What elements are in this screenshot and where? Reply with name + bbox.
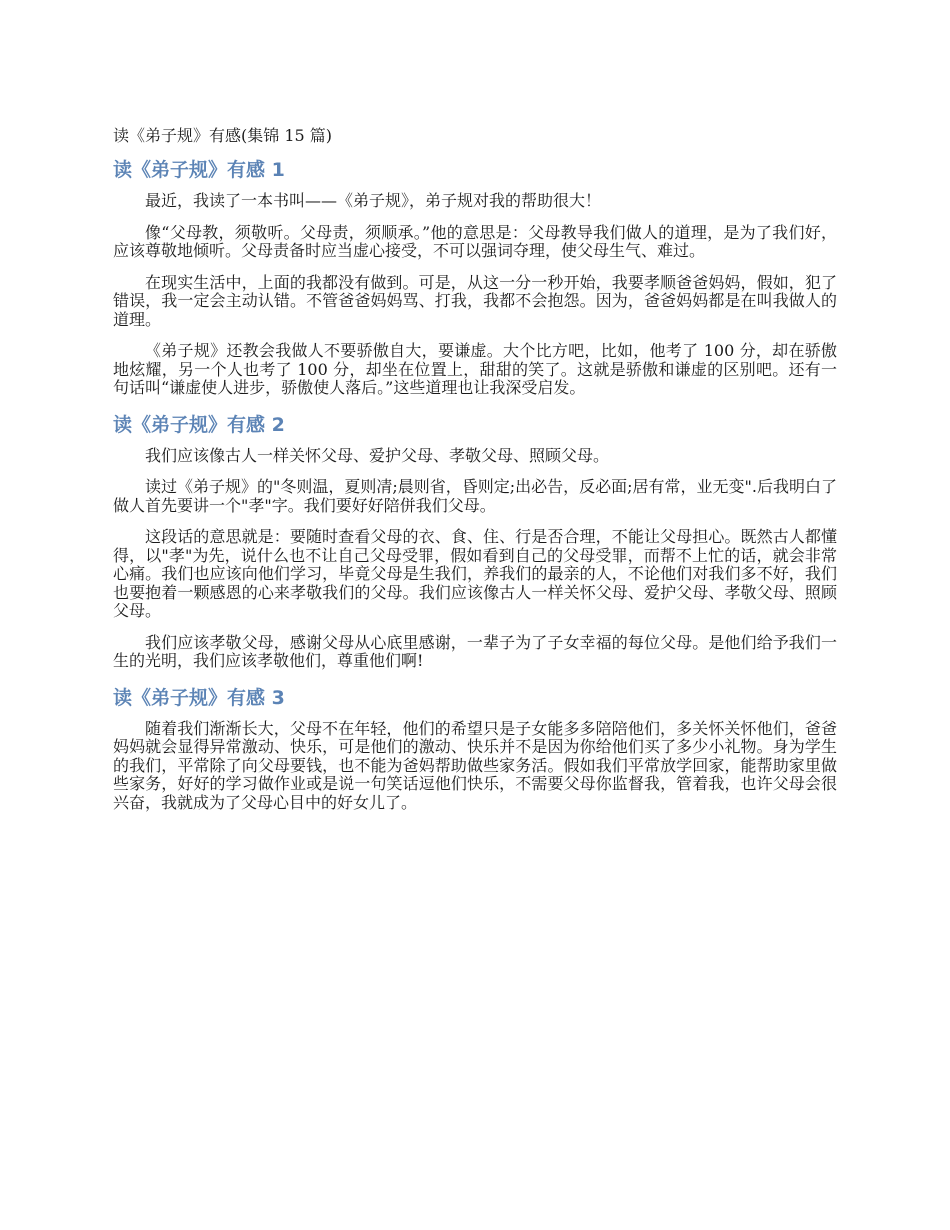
paragraph: 这段话的意思就是：要随时查看父母的衣、食、住、行是否合理，不能让父母担心。既然古人都懂得，以"孝"为先，说什么也不让自己父母受罪，假如看到自己的父母受罪，而帮不上忙的话，就会非常心痛。我们也应该向他们学习，毕竟父母是生我们，养我们的最亲的人，不论他们对我们多不好，我们也要抱着一颗感恩的心来孝敬我们的父母。我们应该像古人一样关怀父母、爱护父母、孝敬父母、照顾父母。 [113,527,837,620]
paragraph: 最近，我读了一本书叫——《弟子规》，弟子规对我的帮助很大！ [145,191,602,210]
paragraph: 我们应该像古人一样关怀父母、爱护父母、孝敬父母、照顾父母。 [145,445,610,465]
document-page [113,124,837,825]
section-heading: 读《弟子规》有感 3 [113,686,285,709]
paragraph: 随着我们渐渐长大，父母不在年轻，他们的希望只是子女能多多陪陪他们，多关怀关怀他们，爸爸妈妈就会显得异常激动、快乐，可是他们的激动、快乐并不是因为你给他们买了多少小礼物。身为学生的我们，平常除了向父母要钱，也不能为爸妈帮助做些家务活。假如我们平常放学回家，能帮助家里做些家务，好好的学习做作业或是说一句笑话逗他们快乐，不需要父母你监督我，管着我，也许父母会很兴奋，我就成为了父母心目中的好女儿了。 [113,718,837,812]
paragraph: 读过《弟子规》的"冬则温，夏则凊;晨则省，昏则定;出必告，反必面;居有常，业无变".后我明白了做人首先要讲一个"孝"字。我们要好好陪併我们父母。 [113,477,837,515]
section-heading: 读《弟子规》有感 2 [113,413,285,436]
section-heading: 读《弟子规》有感 1 [113,159,285,181]
paragraph: 在现实生活中，上面的我都没有做到。可是，从这一分一秒开始，我要孝顺爸爸妈妈，假如，犯了错误，我一定会主动认错。不管爸爸妈妈骂、打我，我都不会抱怨。因为，爸爸妈妈都是在叫我做人的道理。 [113,272,837,329]
section-3 [113,684,837,813]
document-title: 读《弟子规》有感(集锦 15 篇) [113,126,333,145]
paragraph: 像“父母教，须敬听。父母责，须顺承。”他的意思是：父母教导我们做人的道理，是为了我们好，应该尊敬地倾听。父母责备时应当虚心接受，不可以强词夺理，使父母生气、难过。 [113,222,837,260]
paragraph: 《弟子规》还教会我做人不要骄傲自大，要谦虚。大个比方吧，比如，他考了 100 分，却在骄傲地炫耀，另一个人也考了 100 分，却坐在位置上，甜甜的笑了。这就是骄傲和谦虚的区别吧。还有一句话叫“谦虚使人进步，骄傲使人落后。”这些道理也让我深受启发。 [113,341,837,397]
section-1 [113,156,837,398]
section-2 [113,411,837,671]
paragraph: 我们应该孝敬父母，感谢父母从心底里感谢，一辈子为了子女幸福的每位父母。是他们给予我们一生的光明，我们应该孝敬他们，尊重他们啊! [113,632,837,670]
